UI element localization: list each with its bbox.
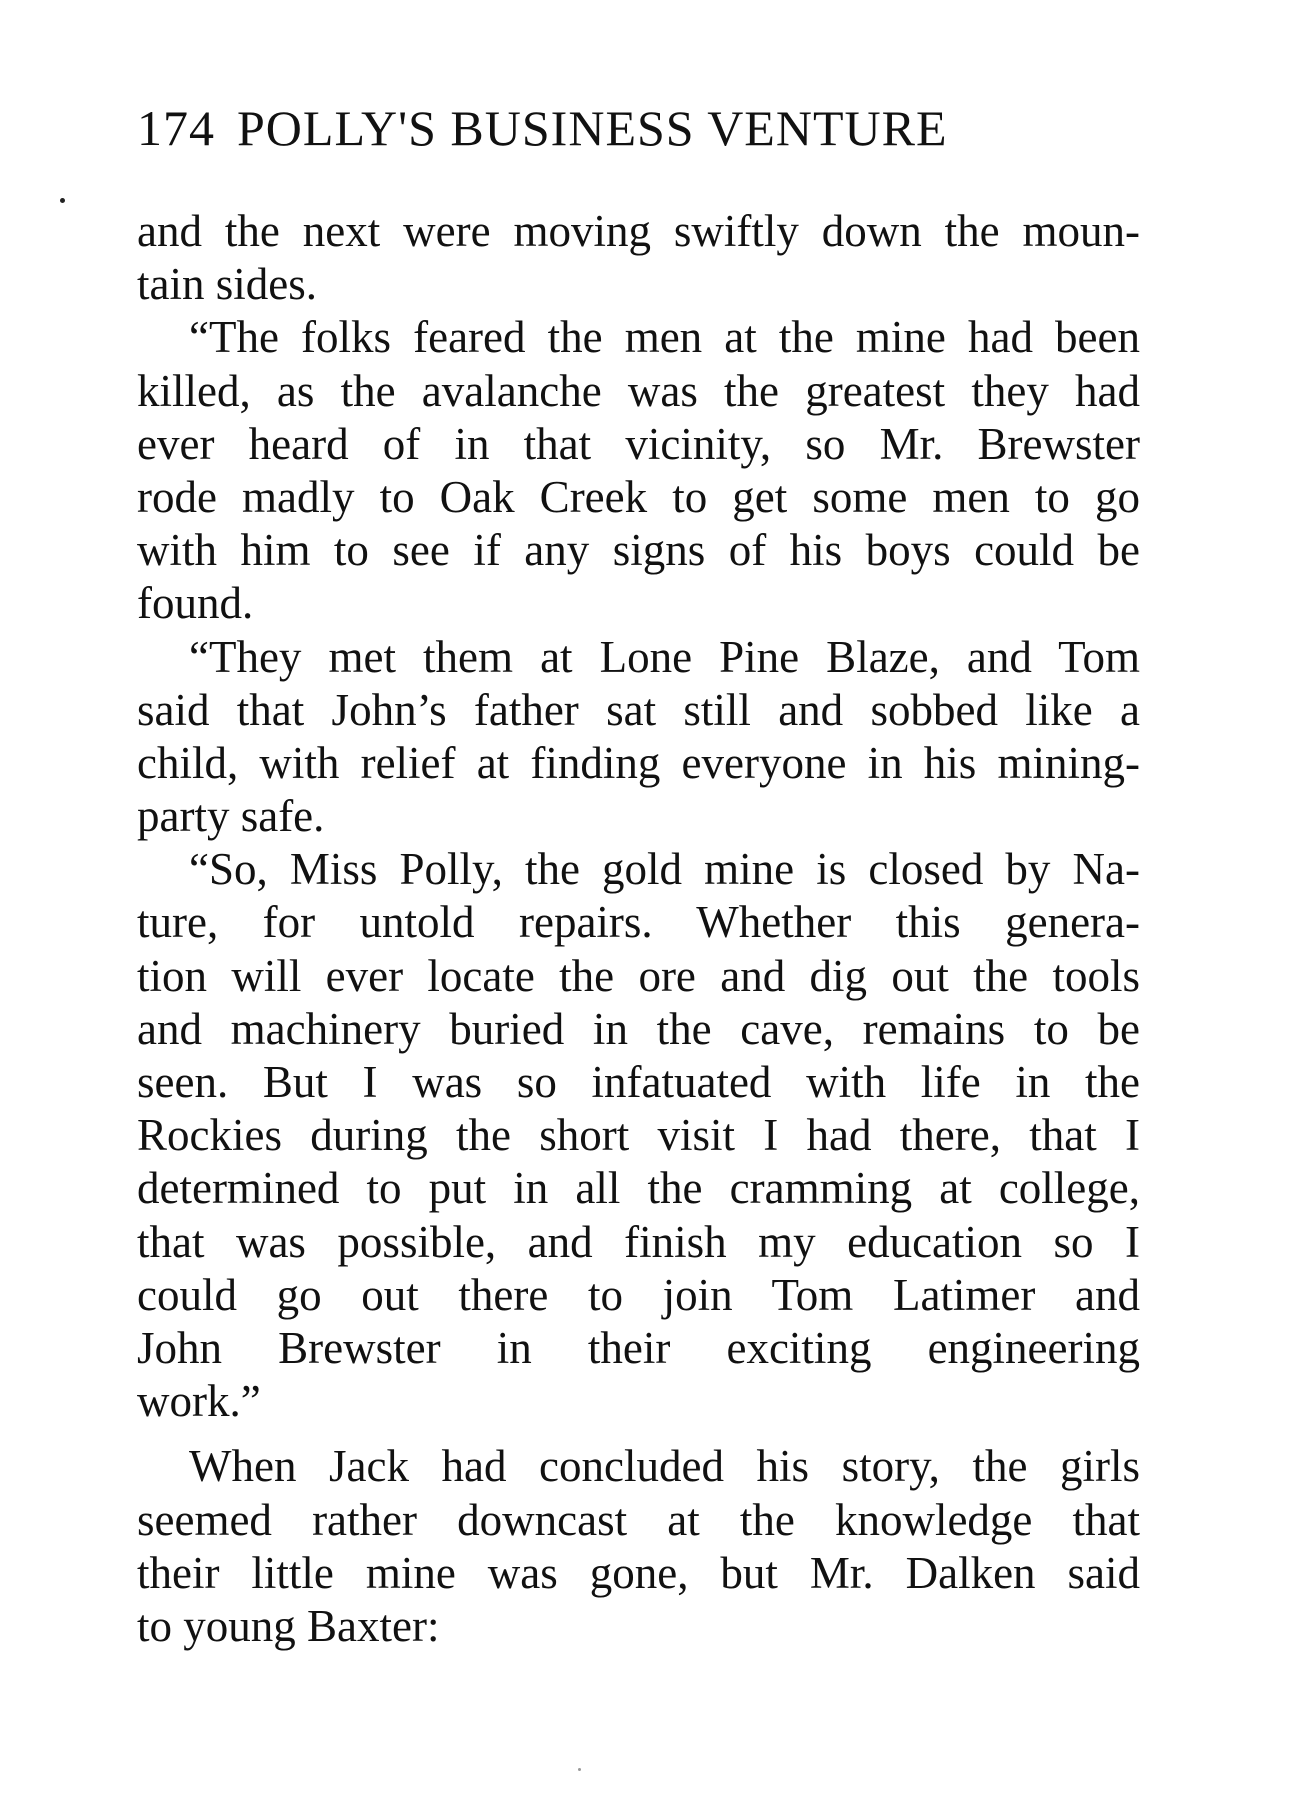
paragraph-gap: [137, 1428, 1140, 1440]
text-line: tion will ever locate the ore and dig out the tools: [137, 950, 1140, 1001]
text-line: child, with relief at finding everyone in his mining-: [137, 737, 1140, 788]
text-line: John Brewster in their exciting engineering: [137, 1322, 1140, 1373]
text-line: and machinery buried in the cave, remains to be: [137, 1003, 1140, 1054]
text-line: “So, Miss Polly, the gold mine is closed by Na-: [189, 844, 1140, 895]
text-line: with him to see if any signs of his boys could be: [137, 525, 1140, 576]
page-number: 174: [137, 100, 215, 156]
text-line: seen. But I was so infatuated with life in the: [137, 1057, 1140, 1107]
text-line: ever heard of in that vicinity, so Mr. Brewster: [137, 418, 1140, 469]
text-line: tain sides.: [137, 259, 317, 310]
paragraph: [137, 1440, 1140, 1653]
text-line: could go out there to join Tom Latimer and: [137, 1269, 1140, 1320]
scan-speck: [578, 1768, 581, 1771]
paragraph: [137, 843, 1140, 1428]
text-line: ture, for untold repairs. Whether this genera-: [137, 897, 1140, 948]
text-line: to young Baxter:: [137, 1600, 440, 1651]
paragraph: [137, 311, 1140, 630]
text-line: “They met them at Lone Pine Blaze, and Tom: [189, 631, 1140, 682]
text-line: When Jack had concluded his story, the girls: [189, 1441, 1140, 1492]
text-line: rode madly to Oak Creek to get some men to go: [137, 471, 1140, 522]
text-line: Rockies during the short visit I had there, that I: [137, 1110, 1140, 1161]
text-line: determined to put in all the cramming at college,: [137, 1163, 1140, 1214]
text-line: party safe.: [137, 791, 325, 842]
text-line: said that John’s father sat still and sobbed like a: [137, 684, 1140, 735]
text-line: that was possible, and finish my education so I: [137, 1216, 1140, 1267]
scan-speck: [60, 198, 65, 203]
running-title: POLLY'S BUSINESS VENTURE: [237, 100, 948, 156]
paragraph: [137, 205, 1140, 311]
text-line: and the next were moving swiftly down the moun-: [137, 206, 1140, 256]
running-header: [137, 98, 1137, 158]
paragraph: [137, 631, 1140, 844]
text-line: work.”: [137, 1376, 261, 1427]
text-line: found.: [137, 578, 254, 629]
text-line: killed, as the avalanche was the greatest they had: [137, 365, 1140, 416]
text-line: their little mine was gone, but Mr. Dalken said: [137, 1547, 1140, 1598]
body-text: [137, 205, 1140, 1653]
text-line: “The folks feared the men at the mine had been: [189, 312, 1140, 363]
text-line: seemed rather downcast at the knowledge that: [137, 1494, 1140, 1545]
